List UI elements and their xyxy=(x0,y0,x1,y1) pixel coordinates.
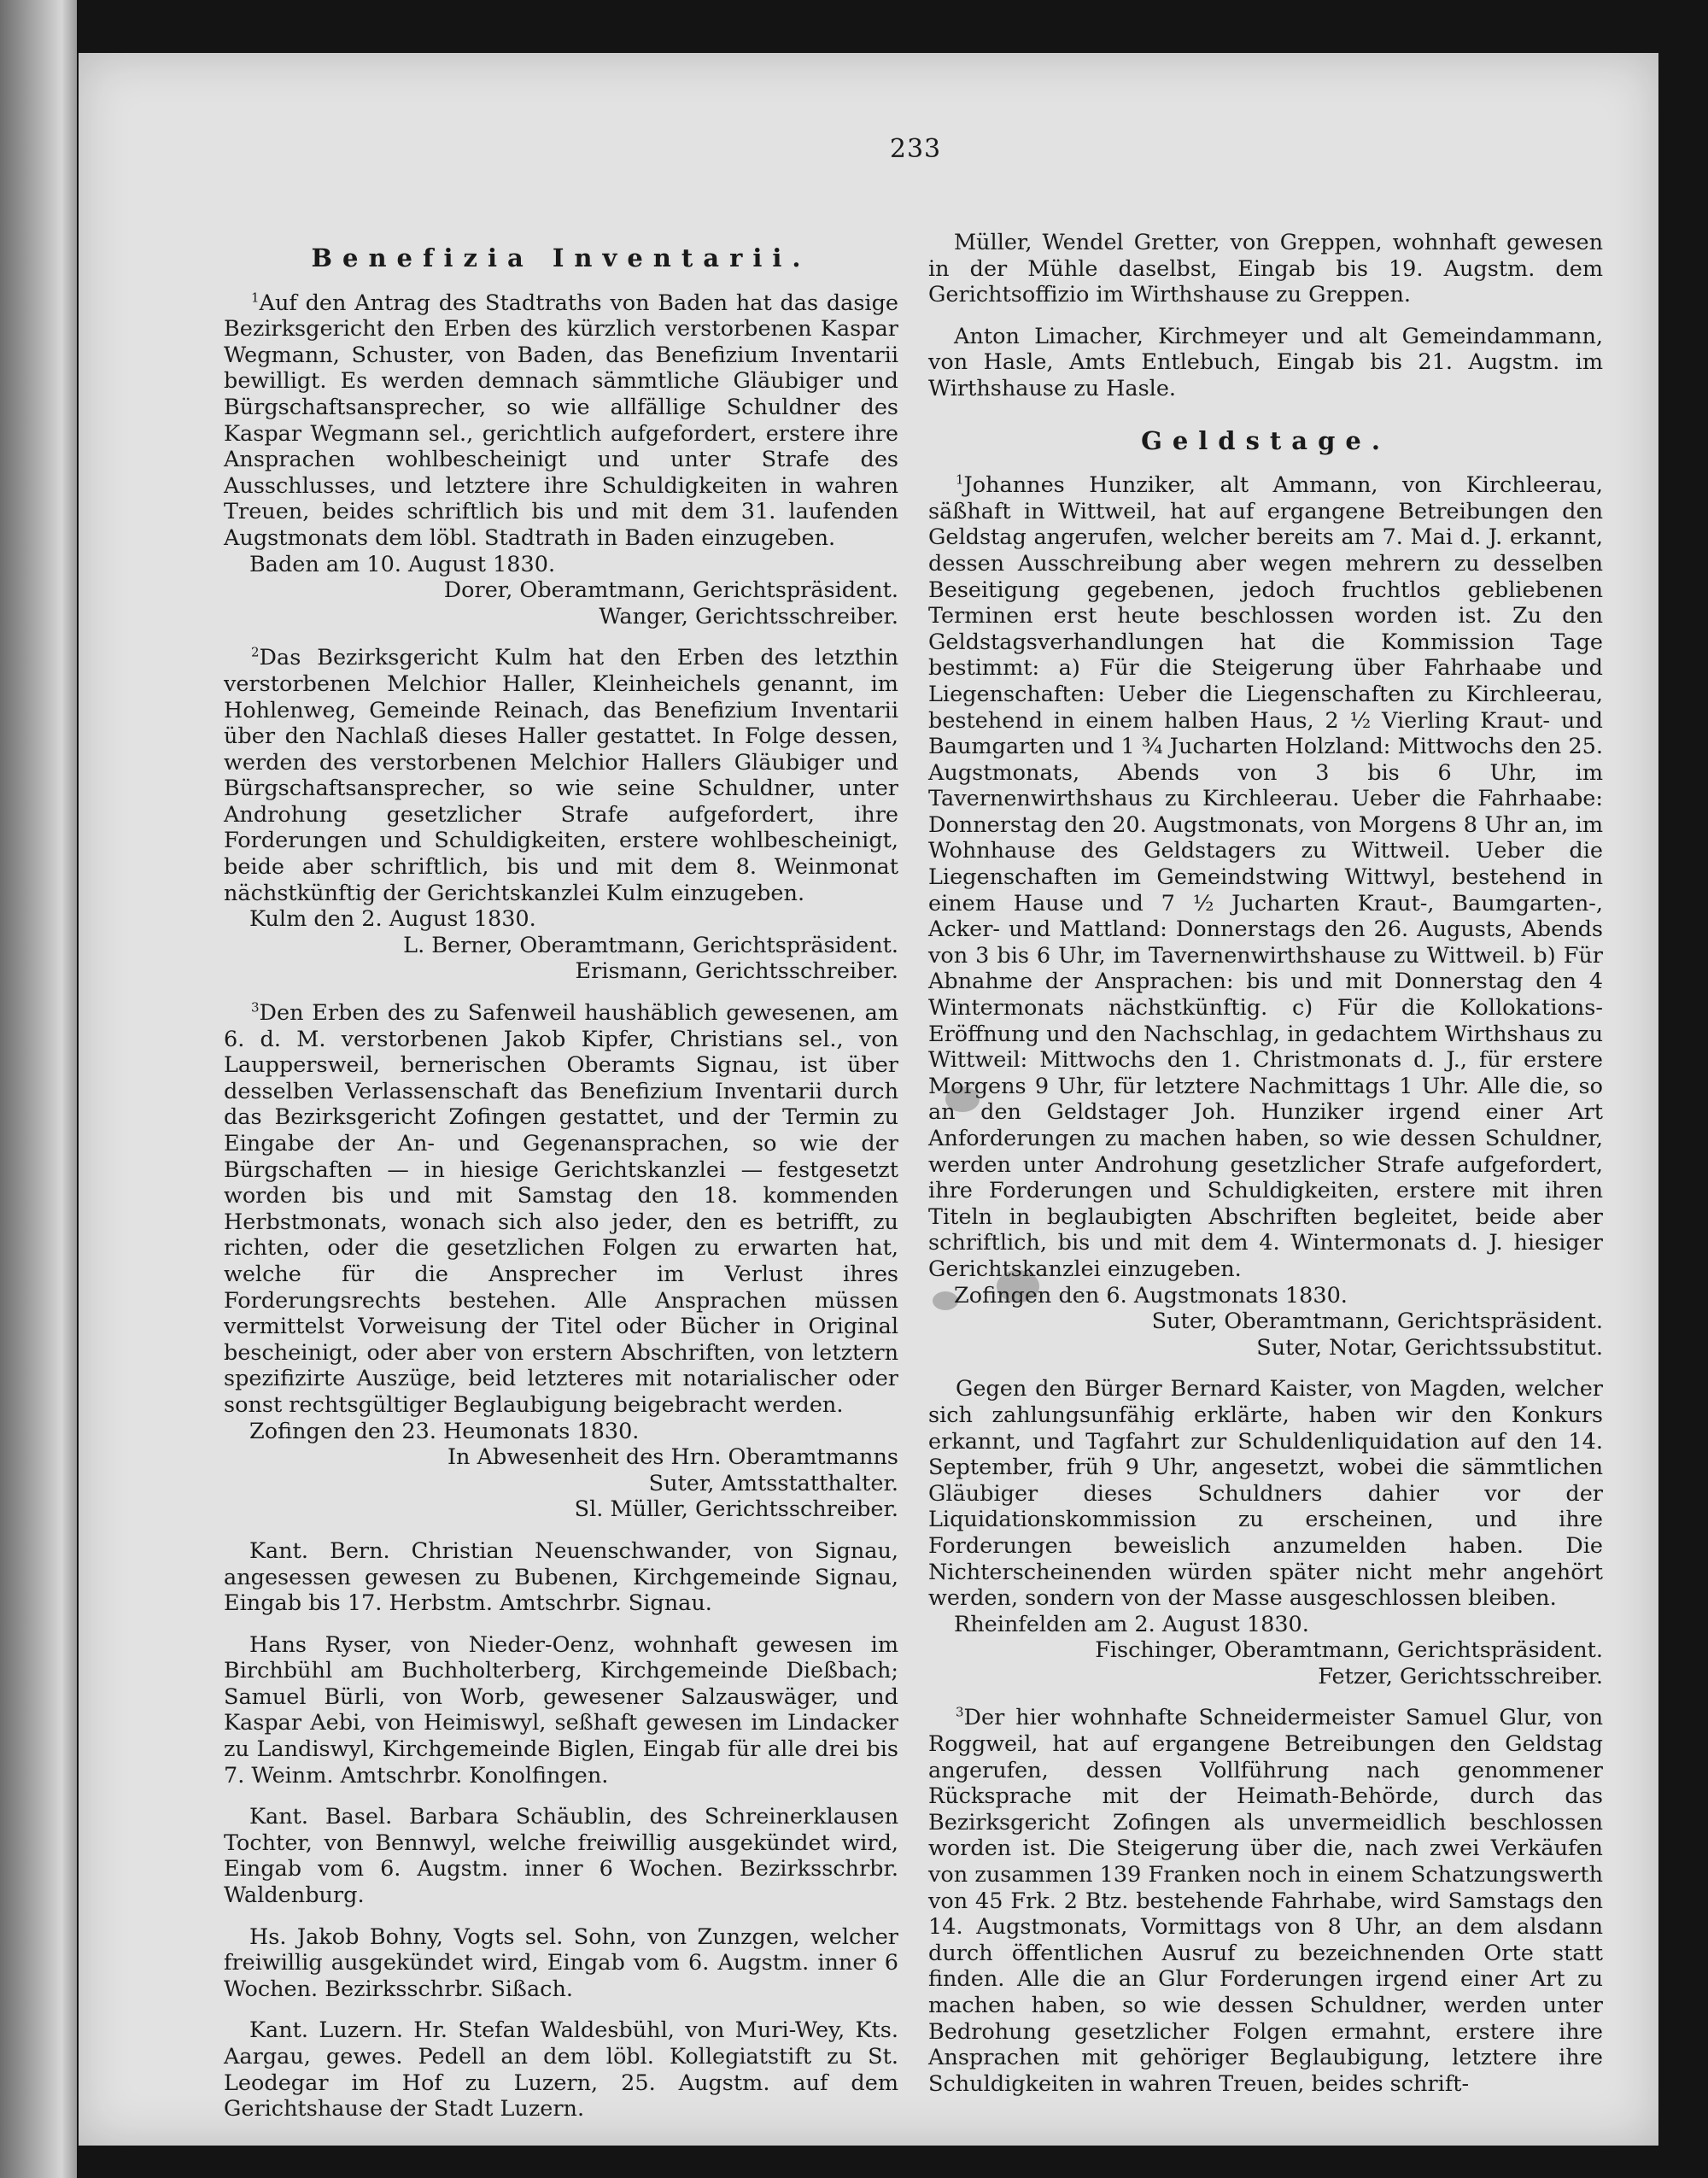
signature-line: Wanger, Gerichtsschreiber. xyxy=(599,603,898,629)
kant-text: Kant. Luzern. Hr. Stefan Waldesbühl, von Muri-Wey, Kts. Aargau, gewes. Pedell an dem löbl. Kollegiatstift zu St. Leodegar im Hof zu Luzern, 25. Augstm. auf dem Gerichtshause der Stadt Luzern. xyxy=(224,2017,898,2122)
kant-text: Hs. Jakob Bohny, Vogts sel. Sohn, von Zunzgen, welcher freiwillig ausgekündet wird, Eingab vom 6. Augstm. inner 6 Wochen. Bezirksschrbr. Sißach. xyxy=(224,1923,898,2002)
notice-text: $^3$Den Erben des zu Safenweil haushäblich gewesenen, am 6. d. M. verstorbenen Jakob Kipfer, Christians sel., von Lauppersweil, bernerischen Oberamts Signau, ist über desselben Verlassenschaft das Benefizium Inventarii durch das Bezirksgericht Zofingen gestattet, und der Termin zu Eingabe der An- und Gegenansprachen, so wie der Bürgschaften — in hiesige Gerichtskanzlei — festgesetzt worden bis und mit Samstag den 18. kommenden Herbstmonats, wonach sich also jeder, den es betrifft, zu richten, oder die gesetzlichen Folgen zu erwarten hat, welche für die Ansprecher im Verlust ihres Forderungsrechts bestehen. Alle Ansprachen müssen vermittelst Vorweisung der Titel oder Bücher in Original bescheinigt, oder aber von erstern Abschriften, von letztern spezifizirte Auszüge, beid letzteres mit notarialischer oder sonst rechtsgültiger Beglaubigung beigebracht werden. xyxy=(224,999,898,1418)
signature-line: Suter, Oberamtmann, Gerichtspräsident. xyxy=(1151,1309,1603,1335)
signature-line: Suter, Notar, Gerichtssubstitut. xyxy=(1256,1334,1603,1361)
place-date: Rheinfelden am 2. August 1830. xyxy=(954,1611,1309,1637)
page-number: 233 xyxy=(889,134,942,164)
kant-text: Anton Limacher, Kirchmeyer und alt Gemeindammann, von Hasle, Amts Entlebuch, Eingab bis 21. Augstm. im Wirthshause zu Hasle. xyxy=(928,323,1603,401)
kant-entry xyxy=(224,2017,898,2122)
notice-entry xyxy=(224,645,898,985)
notice-text: $^1$Auf den Antrag des Stadtraths von Baden hat das dasige Bezirksgericht den Erben des kürzlich verstorbenen Kaspar Wegmann, Schuster, von Baden, das Benefizium Inventarii bewilligt. Es werden demnach sämmtliche Gläubiger und Bürgschaftsansprecher, so wie allfällige Schuldner des Kaspar Wegmann sel., gerichtlich aufgefordert, erstere ihre Ansprachen wohlbescheinigt und unter Strafe des Ausschlusses, und letztere ihre Schuldigkeiten in wahren Treuen, beides schriftlich bis und mit dem 31. laufenden Augstmonats dem löbl. Stadtrath in Baden einzugeben. xyxy=(224,290,898,551)
notice-entry xyxy=(928,472,1603,1361)
notice-text: $^3$Der hier wohnhafte Schneidermeister Samuel Glur, von Roggweil, hat auf ergangene Betreibungen den Geldstag angerufen, dessen Vollführung nach genommener Rücksprache mit der Heimath-Behörde, durch das Bezirksgericht Zofingen als unvermeidlich beschlossen worden ist. Die Steigerung über die, nach zwei Verkäufen von zusammen 139 Franken noch in einem Schatzungswerth von 45 Frk. 2 Btz. bestehende Fahrhabe, wird Samstags den 14. Augstmonats, Vormittags von 8 Uhr, an dem alsdann durch öffentlichen Ausruf zu bezeichnenden Orte statt finden. Alle die an Glur Forderungen irgend einer Art zu machen haben, so wie dessen Schuldner, werden unter Bedrohung gesetzlicher Folgen ermahnt, erstere ihre Ansprachen mit gehöriger Beglaubigung, letztere ihre Schuldigkeiten in wahren Treuen, beides schrift- xyxy=(928,1704,1603,2097)
signature-line: L. Berner, Oberamtmann, Gerichtspräsident. xyxy=(403,932,898,958)
signature-line: Sl. Müller, Gerichtsschreiber. xyxy=(574,1496,898,1523)
section-heading-geldstage: Geldstage. xyxy=(1141,425,1390,455)
kant-entry xyxy=(928,324,1603,402)
kant-entry xyxy=(224,1538,898,1617)
kant-text: Müller, Wendel Gretter, von Greppen, wohnhaft gewesen in der Mühle daselbst, Eingab bis 19. Augstm. dem Gerichtsoffizio im Wirthshause zu Greppen. xyxy=(928,230,1603,308)
kant-text: Kant. Basel. Barbara Schäublin, des Schreinerklausen Tochter, von Bennwyl, welche freiwillig ausgekündet wird, Eingab vom 6. Augstm. inner 6 Wochen. Bezirksschrbr. Waldenburg. xyxy=(224,1804,898,1909)
notice-text: $^2$Das Bezirksgericht Kulm hat den Erben des letzthin verstorbenen Melchior Haller, Kleinheichels genannt, im Hohlenweg, Gemeinde Reinach, das Benefizium Inventarii über den Nachlaß dieses Haller gestattet. In Folge dessen, werden des verstorbenen Melchior Hallers Gläubiger und Bürgschaftsansprecher, so wie seine Schuldner, unter Androhung gesetzlicher Strafe aufgefordert, ihre Forderungen und Schuldigkeiten, erstere wohlbescheinigt, beide aber schriftlich, bis und mit dem 8. Weinmonat nächstkünftig der Gerichtskanzlei Kulm einzugeben. xyxy=(224,644,898,906)
kant-text: Kant. Bern. Christian Neuenschwander, von Signau, angesessen gewesen zu Bubenen, Kirchgemeinde Signau, Eingab bis 17. Herbstm. Amtschrbr. Signau. xyxy=(224,1537,898,1617)
notice-text: $^1$Johannes Hunziker, alt Ammann, von Kirchleerau, säßhaft in Wittweil, hat auf ergangene Betreibungen den Geldstag angerufen, welcher bereits am 7. Mai d. J. erkannt, dessen Ausschreibung aber wegen mehrern zu desselben Beseitigung gegebenen, jedoch fruchtlos gebliebenen Terminen erst heute beschlossen worden ist. Zu den Geldstagsverhandlungen hat die Kommission Tage bestimmt: a) Für die Steigerung über Fahrhaabe und Liegenschaften: Ueber die Liegenschaften zu Kirchleerau, bestehend in einem halben Haus, 2 ½ Vierling Kraut- und Baumgarten und 1 ¾ Jucharten Holzland: Mittwochs den 25. Augstmonats, Abends von 3 bis 6 Uhr, im Tavernenwirthshaus zu Kirchleerau. Ueber die Fahrhaabe: Donnerstag den 20. Augstmonats, von Morgens 8 Uhr an, im Wohnhause des Geldstagers zu Wittweil. Ueber die Liegenschaften im Gemeindstwing Wittwyl, bestehend in einem Hause und 7 ½ Jucharten Kraut-, Baumgarten-, Acker- und Mattland: Donnerstags den 26. Augusts, Abends von 3 bis 6 Uhr, im Tavernenwirthshause zu Wittweil. b) Für Abnahme der Ansprachen: bis und mit Donnerstag den 4 Wintermonats nächstkünftig. c) Für die Kollokations-Eröffnung und den Nachschlag, in gedachtem Wirthshaus zu Wittweil: Mittwochs den 1. Christmonats d. J., für erstere Morgens 9 Uhr, für letztere Nachmittags 1 Uhr. Alle die, so an den Geldstager Joh. Hunziker irgend einer Art Anforderungen zu machen haben, so wie dessen Schuldner, werden unter Androhung gesetzlicher Strafe aufgefordert, ihre Forderungen und Schuldigkeiten, erstere mit ihren Titeln in beglaubigten Abschriften begleitet, beide aber schriftlich, bis und mit dem 4. Wintermonats d. J. hiesiger Gerichtskanzlei einzugeben. xyxy=(928,471,1603,1282)
kant-entry xyxy=(224,1924,898,2003)
book-gutter xyxy=(0,0,77,2178)
signature-line: Erismann, Gerichtsschreiber. xyxy=(575,958,898,985)
signature-line: Fetzer, Gerichtsschreiber. xyxy=(1318,1663,1603,1689)
notice-entry xyxy=(928,1705,1603,2097)
notice-entry xyxy=(224,1000,898,1523)
place-date: Zofingen den 23. Heumonats 1830. xyxy=(249,1418,640,1444)
notice-text: Gegen den Bürger Bernard Kaister, von Magden, welcher sich zahlungsunfähig erklärte, haben wir den Konkurs erkannt, und Tagfahrt zur Schuldenliquidation auf den 14. September, früh 9 Uhr, angesetzt, wobei die sämmtlichen Gläubiger dieses Schuldners dahier vor der Liquidationskommission zu erscheinen, und ihre Forderungen beweislich anzumelden haben. Die Nichterscheinenden würden später nicht mehr angehört werden, sondern von der Masse ausgeschlossen bleiben. xyxy=(928,1376,1603,1612)
notice-entry xyxy=(928,1376,1603,1689)
signature-line: Suter, Amtsstatthalter. xyxy=(648,1470,898,1496)
section-heading-benefizia: Benefizia Inventarii. xyxy=(311,243,811,272)
signature-line: In Abwesenheit des Hrn. Oberamtmanns xyxy=(447,1444,898,1471)
notice-entry xyxy=(224,290,898,630)
right-column xyxy=(928,230,1603,2112)
place-date: Baden am 10. August 1830. xyxy=(249,551,556,577)
kant-entry xyxy=(224,1804,898,1908)
kant-entry xyxy=(928,230,1603,308)
signature-line: Dorer, Oberamtmann, Gerichtspräsident. xyxy=(443,577,898,604)
kant-entry xyxy=(224,1632,898,1789)
kant-text: Hans Ryser, von Nieder-Oenz, wohnhaft gewesen im Birchbühl am Buchholterberg, Kirchgemeinde Dießbach; Samuel Bürli, von Worb, gewesener Salzauswäger, und Kaspar Aebi, von Heimiswyl, seßhaft gewesen im Lindacker zu Landiswyl, Kirchgemeinde Biglen, Eingab für alle drei bis 7. Weinm. Amtschrbr. Konolfingen. xyxy=(224,1631,898,1789)
document-page xyxy=(79,53,1658,2146)
left-column xyxy=(224,245,898,2138)
place-date: Kulm den 2. August 1830. xyxy=(249,906,536,933)
place-date: Zofingen den 6. Augstmonats 1830. xyxy=(954,1282,1348,1309)
signature-line: Fischinger, Oberamtmann, Gerichtspräsident. xyxy=(1095,1637,1603,1664)
